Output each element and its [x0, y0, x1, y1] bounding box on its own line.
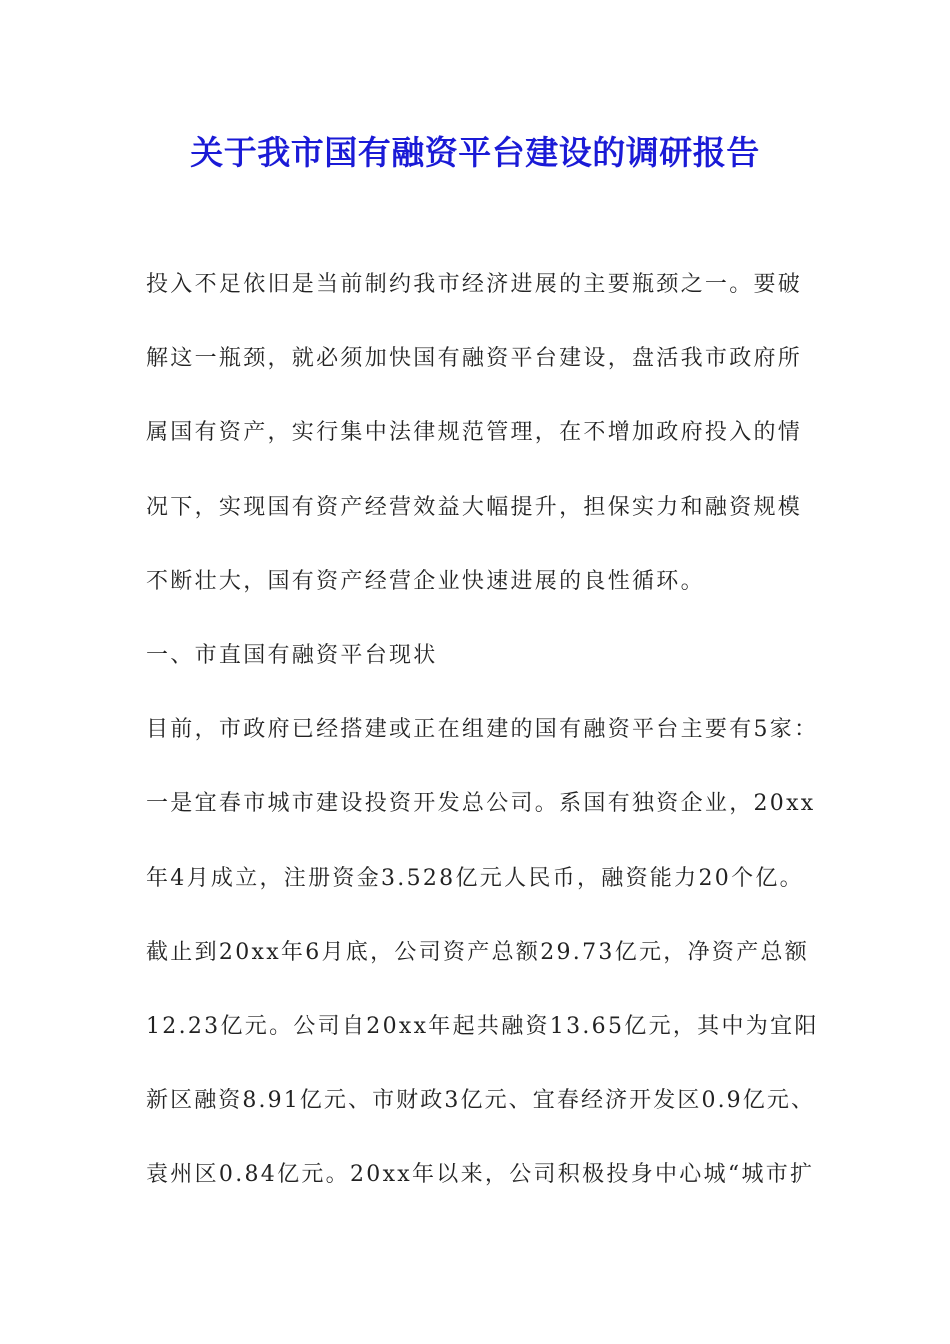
paragraph-line: 袁州区0.84亿元。20xx年以来，公司积极投身中心城“城市扩: [146, 1162, 815, 1188]
paragraph-line: 一是宜春市城市建设投资开发总公司。系国有独资企业，20xx: [146, 791, 816, 817]
paragraph-line: 12.23亿元。公司自20xx年起共融资13.65亿元，其中为宜阳: [146, 1013, 819, 1039]
paragraph-line: 目前，市政府已经搭建或正在组建的国有融资平台主要有5家：: [146, 717, 819, 743]
section-heading: 一、市直国有融资平台现状: [146, 642, 438, 668]
paragraph-line: 况下，实现国有资产经营效益大幅提升，担保实力和融资规模: [146, 494, 803, 520]
paragraph-line: 属国有资产，实行集中法律规范管理，在不增加政府投入的情: [146, 420, 803, 446]
paragraph-line: 投入不足依旧是当前制约我市经济进展的主要瓶颈之一。要破: [146, 272, 803, 297]
paragraph-line: 解这一瓶颈，就必须加快国有融资平台建设，盘活我市政府所: [146, 346, 803, 372]
document-title: 关于我市国有融资平台建设的调研报告: [190, 133, 760, 172]
document-body: [146, 262, 819, 1226]
paragraph-line: 新区融资8.91亿元、市财政3亿元、宜春经济开发区0.9亿元、: [146, 1088, 816, 1114]
paragraph-line: 年4月成立，注册资金3.528亿元人民币，融资能力20个亿。: [146, 865, 804, 891]
paragraph-line: 截止到20xx年6月底，公司资产总额29.73亿元，净资产总额: [146, 939, 810, 965]
paragraph-line: 不断壮大，国有资产经营企业快速进展的良性循环。: [146, 568, 705, 594]
